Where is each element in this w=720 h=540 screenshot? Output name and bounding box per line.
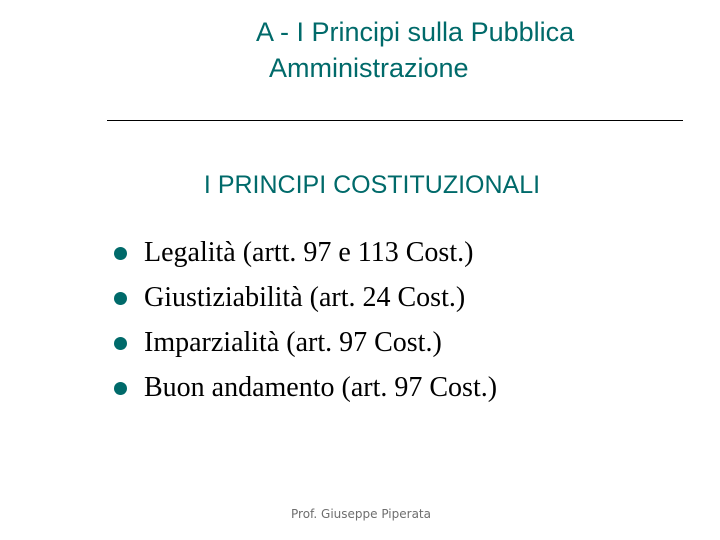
list-item-text: Imparzialità (art. 97 Cost.) [144, 327, 442, 358]
slide-title-line-1: A - I Principi sulla Pubblica [256, 17, 575, 47]
slide-title-line-2: Amministrazione [269, 53, 469, 83]
list-item [112, 230, 672, 275]
slide-footer: Prof. Giuseppe Piperata [291, 507, 431, 521]
list-item [112, 365, 672, 410]
slide-title [256, 14, 696, 86]
title-divider [107, 120, 683, 121]
principles-list [112, 230, 672, 410]
bullet-dot-icon [114, 337, 127, 350]
bullet-dot-icon [114, 292, 127, 305]
list-item-text: Giustiziabilità (art. 24 Cost.) [144, 282, 466, 313]
slide-subtitle: I PRINCIPI COSTITUZIONALI [203, 171, 541, 199]
bullet-dot-icon [114, 247, 127, 260]
list-item [112, 275, 672, 320]
list-item-text: Buon andamento (art. 97 Cost.) [144, 372, 498, 403]
list-item [112, 320, 672, 365]
list-item-text: Legalità (artt. 97 e 113 Cost.) [144, 237, 474, 268]
bullet-dot-icon [114, 382, 127, 395]
